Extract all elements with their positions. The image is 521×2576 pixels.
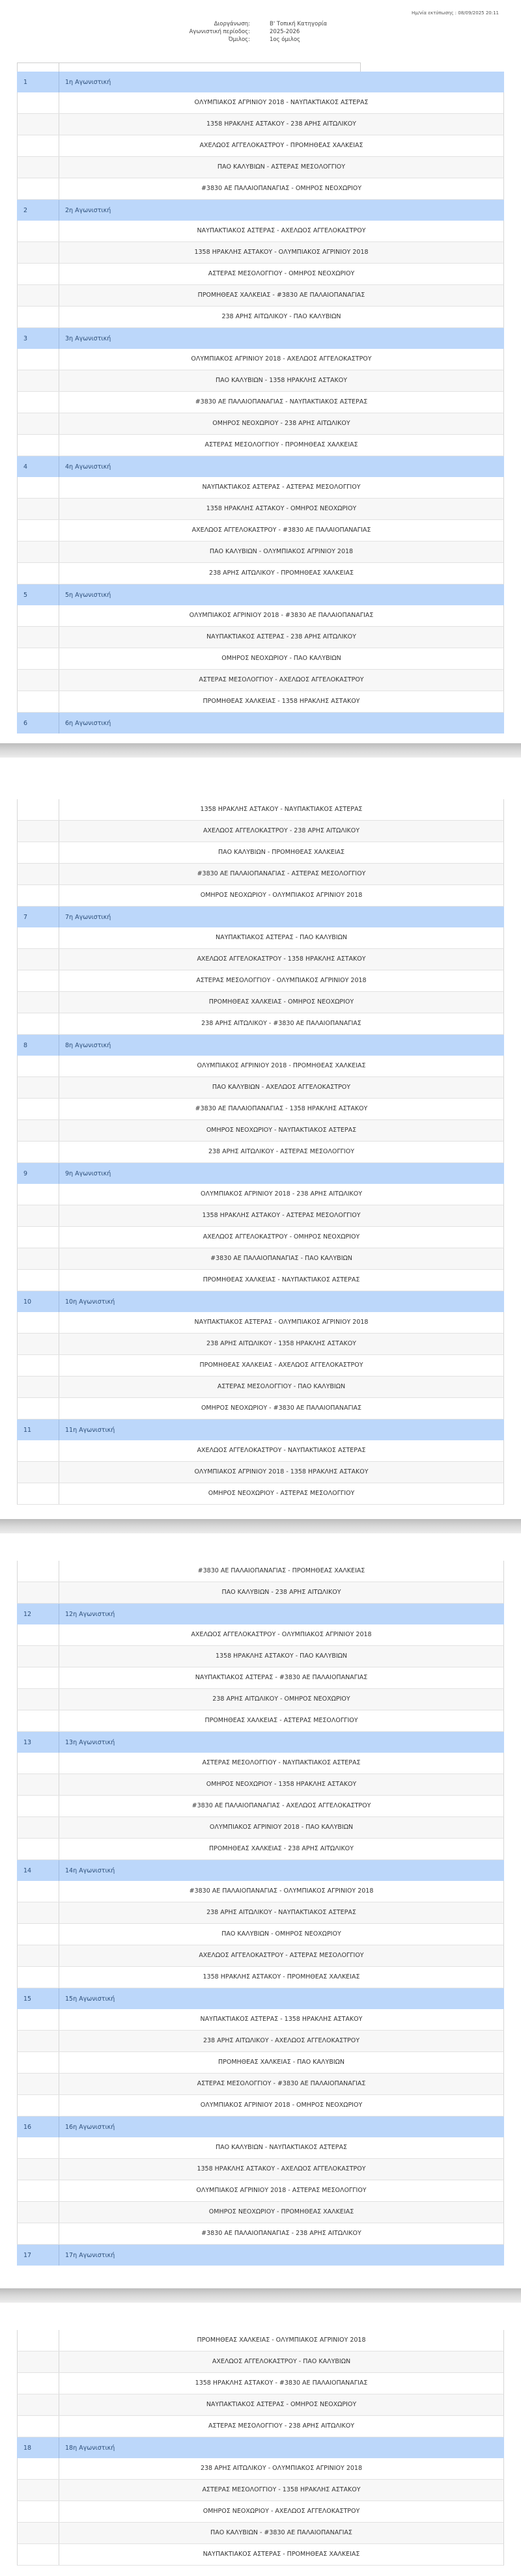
match-row xyxy=(17,1689,504,1710)
match-text: ΑΣΤΕΡΑΣ ΜΕΣΟΛΟΓΓΙΟΥ - #3830 ΑΕ ΠΑΛΑΙΟΠΑΝΑΓΙΑΣ xyxy=(197,2080,366,2087)
round-header-row xyxy=(17,1291,504,1312)
match-row xyxy=(17,1774,504,1796)
match-text: ΑΧΕΛΩΟΣ ΑΓΓΕΛΟΚΑΣΤΡΟΥ - ΝΑΥΠΑΚΤΙΑΚΟΣ ΑΣΤΕΡΑΣ xyxy=(197,1447,366,1454)
round-number: 6 xyxy=(23,720,28,727)
match-row xyxy=(17,1902,504,1924)
match-text: ΑΧΕΛΩΟΣ ΑΓΓΕΛΟΚΑΣΤΡΟΥ - ΠΑΟ ΚΑΛΥΒΙΩΝ xyxy=(212,2358,351,2365)
match-row xyxy=(17,1398,504,1419)
match-text: 1358 ΗΡΑΚΛΗΣ ΑΣΤΑΚΟΥ - ΠΑΟ ΚΑΛΥΒΙΩΝ xyxy=(215,1652,348,1660)
match-text: ΟΜΗΡΟΣ ΝΕΟΧΩΡΙΟΥ - 238 ΑΡΗΣ ΑΙΤΩΛΙΚΟΥ xyxy=(212,420,350,427)
match-text: 238 ΑΡΗΣ ΑΙΤΩΛΙΚΟΥ - ΝΑΥΠΑΚΤΙΑΚΟΣ ΑΣΤΕΡΑΣ xyxy=(206,1909,356,1916)
match-text: 1358 ΗΡΑΚΛΗΣ ΑΣΤΑΚΟΥ - ΟΛΥΜΠΙΑΚΟΣ ΑΓΡΙΝΙΟΥ 2018 xyxy=(194,249,369,256)
match-text: ΝΑΥΠΑΚΤΙΑΚΟΣ ΑΣΤΕΡΑΣ - 238 ΑΡΗΣ ΑΙΤΩΛΙΚΟΥ xyxy=(206,633,356,640)
match-row xyxy=(17,1205,504,1227)
round-number: 13 xyxy=(23,1739,32,1746)
round-number: 9 xyxy=(23,1170,28,1177)
round-header-row xyxy=(17,2117,504,2137)
round-header-row xyxy=(17,200,504,221)
match-text: ΟΛΥΜΠΙΑΚΟΣ ΑΓΡΙΝΙΟΥ 2018 - 1358 ΗΡΑΚΛΗΣ ΑΣΤΑΚΟΥ xyxy=(194,1468,369,1475)
match-text: #3830 ΑΕ ΠΑΛΑΙΟΠΑΝΑΓΙΑΣ - ΑΧΕΛΩΟΣ ΑΓΓΕΛΟΚΑΣΤΡΟΥ xyxy=(191,1802,371,1809)
schedule-table-page-1 xyxy=(17,62,504,733)
match-row xyxy=(17,1440,504,1462)
match-row xyxy=(17,2180,504,2202)
match-row xyxy=(17,1120,504,1142)
match-text: ΑΣΤΕΡΑΣ ΜΕΣΟΛΟΓΓΙΟΥ - ΟΛΥΜΠΙΑΚΟΣ ΑΓΡΙΝΙΟΥ 2018 xyxy=(196,977,367,984)
page-separator xyxy=(0,743,521,758)
match-row xyxy=(17,2416,504,2437)
match-row xyxy=(17,2202,504,2223)
match-text: ΝΑΥΠΑΚΤΙΑΚΟΣ ΑΣΤΕΡΑΣ - ΑΣΤΕΡΑΣ ΜΕΣΟΛΟΓΓΙΟΥ xyxy=(202,484,361,491)
round-label: 12η Αγωνιστική xyxy=(65,1611,115,1618)
match-row xyxy=(17,1967,504,1988)
match-text: 238 ΑΡΗΣ ΑΙΤΩΛΙΚΟΥ - ΟΛΥΜΠΙΑΚΟΣ ΑΓΡΙΝΙΟΥ 2018 xyxy=(200,2465,363,2472)
match-text: ΟΜΗΡΟΣ ΝΕΟΧΩΡΙΟΥ - ΠΡΟΜΗΘΕΑΣ ΧΑΛΚΕΙΑΣ xyxy=(208,2208,354,2215)
match-text: 1358 ΗΡΑΚΛΗΣ ΑΣΤΑΚΟΥ - ΠΡΟΜΗΘΕΑΣ ΧΑΛΚΕΙΑΣ xyxy=(203,1973,360,1980)
match-row xyxy=(17,2480,504,2501)
match-row xyxy=(17,1561,504,1582)
match-row xyxy=(17,413,504,435)
round-header-row xyxy=(17,1419,504,1440)
round-header-row xyxy=(17,907,504,927)
round-number: 17 xyxy=(23,2252,32,2259)
round-label: 18η Αγωνιστική xyxy=(65,2445,115,2452)
match-text: ΑΣΤΕΡΑΣ ΜΕΣΟΛΟΓΓΙΟΥ - 238 ΑΡΗΣ ΑΙΤΩΛΙΚΟΥ xyxy=(208,2422,355,2430)
page-separator xyxy=(0,2288,521,2303)
round-label: 16η Αγωνιστική xyxy=(65,2124,115,2131)
match-text: 1358 ΗΡΑΚΛΗΣ ΑΣΤΑΚΟΥ - ΟΜΗΡΟΣ ΝΕΟΧΩΡΙΟΥ xyxy=(206,505,357,512)
match-row xyxy=(17,2137,504,2159)
round-label: 10η Αγωνιστική xyxy=(65,1298,115,1306)
match-text: 1358 ΗΡΑΚΛΗΣ ΑΣΤΑΚΟΥ - ΑΣΤΕΡΑΣ ΜΕΣΟΛΟΓΓΙΟΥ xyxy=(202,1212,361,1219)
match-text: ΝΑΥΠΑΚΤΙΑΚΟΣ ΑΣΤΕΡΑΣ - ΠΑΟ ΚΑΛΥΒΙΩΝ xyxy=(216,934,347,941)
round-label: 7η Αγωνιστική xyxy=(65,914,111,921)
match-text: 238 ΑΡΗΣ ΑΙΤΩΛΙΚΟΥ - 1358 ΗΡΑΚΛΗΣ ΑΣΤΑΚΟΥ xyxy=(206,1340,356,1347)
match-text: ΟΛΥΜΠΙΑΚΟΣ ΑΓΡΙΝΙΟΥ 2018 - ΟΜΗΡΟΣ ΝΕΟΧΩΡΙΟΥ xyxy=(200,2102,363,2109)
schedule-table-page-4 xyxy=(17,2330,504,2566)
match-row xyxy=(17,1377,504,1398)
match-row xyxy=(17,1013,504,1035)
match-text: ΟΛΥΜΠΙΑΚΟΣ ΑΓΡΙΝΙΟΥ 2018 - ΑΧΕΛΩΟΣ ΑΓΓΕΛΟΚΑΣΤΡΟΥ xyxy=(191,355,372,363)
round-header-row xyxy=(17,2245,504,2266)
match-row xyxy=(17,1099,504,1120)
round-label: 17η Αγωνιστική xyxy=(65,2252,115,2259)
round-label: 1η Αγωνιστική xyxy=(65,79,111,86)
match-text: ΑΣΤΕΡΑΣ ΜΕΣΟΛΟΓΓΙΟΥ - ΠΡΟΜΗΘΕΑΣ ΧΑΛΚΕΙΑΣ xyxy=(204,441,358,448)
match-row xyxy=(17,2052,504,2074)
match-text: #3830 ΑΕ ΠΑΛΑΙΟΠΑΝΑΓΙΑΣ - ΠΡΟΜΗΘΕΑΣ ΧΑΛΚΕΙΑΣ xyxy=(197,1567,365,1574)
match-row xyxy=(17,1945,504,1967)
match-text: ΟΜΗΡΟΣ ΝΕΟΧΩΡΙΟΥ - ΑΣΤΕΡΑΣ ΜΕΣΟΛΟΓΓΙΟΥ xyxy=(208,1490,355,1497)
match-row xyxy=(17,1056,504,1077)
match-row xyxy=(17,135,504,157)
match-text: #3830 ΑΕ ΠΑΛΑΙΟΠΑΝΑΓΙΑΣ - ΝΑΥΠΑΚΤΙΑΚΟΣ ΑΣΤΕΡΑΣ xyxy=(195,398,368,405)
info-row-competition xyxy=(0,21,521,29)
match-row xyxy=(17,2159,504,2180)
match-text: ΠΑΟ ΚΑΛΥΒΙΩΝ - 1358 ΗΡΑΚΛΗΣ ΑΣΤΑΚΟΥ xyxy=(215,377,348,384)
match-text: ΟΜΗΡΟΣ ΝΕΟΧΩΡΙΟΥ - 1358 ΗΡΑΚΛΗΣ ΑΣΤΑΚΟΥ xyxy=(206,1781,357,1788)
match-row xyxy=(17,1624,504,1646)
round-label: 9η Αγωνιστική xyxy=(65,1170,111,1177)
match-text: ΠΑΟ ΚΑΛΥΒΙΩΝ - ΠΡΟΜΗΘΕΑΣ ΧΑΛΚΕΙΑΣ xyxy=(218,849,345,856)
round-label: 8η Αγωνιστική xyxy=(65,1042,111,1049)
match-row xyxy=(17,864,504,885)
match-text: ΠΑΟ ΚΑΛΥΒΙΩΝ - ΝΑΥΠΑΚΤΙΑΚΟΣ ΑΣΤΕΡΑΣ xyxy=(216,2144,347,2151)
match-text: ΑΣΤΕΡΑΣ ΜΕΣΟΛΟΓΓΙΟΥ - ΝΑΥΠΑΚΤΙΑΚΟΣ ΑΣΤΕΡΑΣ xyxy=(202,1759,361,1766)
match-text: 1358 ΗΡΑΚΛΗΣ ΑΣΤΑΚΟΥ - 238 ΑΡΗΣ ΑΙΤΩΛΙΚΟΥ xyxy=(206,120,356,128)
round-header-row xyxy=(17,1163,504,1184)
round-number: 3 xyxy=(23,335,28,342)
match-row xyxy=(17,1270,504,1291)
round-number: 11 xyxy=(23,1427,32,1434)
match-text: 1358 ΗΡΑΚΛΗΣ ΑΣΤΑΚΟΥ - ΝΑΥΠΑΚΤΙΑΚΟΣ ΑΣΤΕΡΑΣ xyxy=(200,806,363,813)
info-row-season xyxy=(0,29,521,36)
match-text: ΟΜΗΡΟΣ ΝΕΟΧΩΡΙΟΥ - ΑΧΕΛΩΟΣ ΑΓΓΕΛΟΚΑΣΤΡΟΥ xyxy=(203,2508,360,2515)
info-key: Αγωνιστική περίοδος: xyxy=(189,29,250,35)
round-label: 15η Αγωνιστική xyxy=(65,1995,115,2003)
match-row xyxy=(17,2330,504,2351)
match-text: 1358 ΗΡΑΚΛΗΣ ΑΣΤΑΚΟΥ - #3830 ΑΕ ΠΑΛΑΙΟΠΑΝΑΓΙΑΣ xyxy=(195,2379,368,2387)
match-text: #3830 ΑΕ ΠΑΛΑΙΟΠΑΝΑΓΙΑΣ - ΑΣΤΕΡΑΣ ΜΕΣΟΛΟΓΓΙΟΥ xyxy=(197,870,366,877)
competition-info xyxy=(0,21,521,44)
match-row xyxy=(17,2074,504,2095)
match-text: 238 ΑΡΗΣ ΑΙΤΩΛΙΚΟΥ - #3830 ΑΕ ΠΑΛΑΙΟΠΑΝΑΓΙΑΣ xyxy=(201,1020,361,1027)
match-row xyxy=(17,1667,504,1689)
round-number: 15 xyxy=(23,1995,32,2003)
match-text: ΝΑΥΠΑΚΤΙΑΚΟΣ ΑΣΤΕΡΑΣ - #3830 ΑΕ ΠΑΛΑΙΟΠΑΝΑΓΙΑΣ xyxy=(195,1674,368,1681)
match-text: ΟΜΗΡΟΣ ΝΕΟΧΩΡΙΟΥ - ΝΑΥΠΑΚΤΙΑΚΟΣ ΑΣΤΕΡΑΣ xyxy=(206,1127,357,1134)
match-row xyxy=(17,1355,504,1377)
match-row xyxy=(17,1334,504,1355)
round-number: 5 xyxy=(23,592,28,599)
match-text: ΟΛΥΜΠΙΑΚΟΣ ΑΓΡΙΝΙΟΥ 2018 - ΠΑΟ ΚΑΛΥΒΙΩΝ xyxy=(209,1824,354,1831)
page-separator xyxy=(0,1519,521,1533)
match-text: ΠΑΟ ΚΑΛΥΒΙΩΝ - 238 ΑΡΗΣ ΑΙΤΩΛΙΚΟΥ xyxy=(221,1589,341,1596)
match-text: ΠΡΟΜΗΘΕΑΣ ΧΑΛΚΕΙΑΣ - #3830 ΑΕ ΠΑΛΑΙΟΠΑΝΑΓΙΑΣ xyxy=(197,292,365,299)
match-row xyxy=(17,1817,504,1839)
info-value: Β' Τοπική Κατηγορία xyxy=(270,21,328,27)
round-number: 16 xyxy=(23,2124,32,2131)
match-row xyxy=(17,1462,504,1483)
match-row xyxy=(17,1924,504,1945)
match-row xyxy=(17,799,504,821)
match-row xyxy=(17,648,504,670)
match-text: ΠΑΟ ΚΑΛΥΒΙΩΝ - ΑΧΕΛΩΟΣ ΑΓΓΕΛΟΚΑΣΤΡΟΥ xyxy=(212,1084,351,1091)
match-text: #3830 ΑΕ ΠΑΛΑΙΟΠΑΝΑΓΙΑΣ - ΟΜΗΡΟΣ ΝΕΟΧΩΡΙΟΥ xyxy=(201,185,362,192)
match-row xyxy=(17,2095,504,2117)
match-text: ΑΣΤΕΡΑΣ ΜΕΣΟΛΟΓΓΙΟΥ - ΟΜΗΡΟΣ ΝΕΟΧΩΡΙΟΥ xyxy=(208,270,355,277)
match-row xyxy=(17,435,504,456)
round-number: 1 xyxy=(23,79,28,86)
match-row xyxy=(17,885,504,907)
round-label: 2η Αγωνιστική xyxy=(65,207,111,214)
match-text: 238 ΑΡΗΣ ΑΙΤΩΛΙΚΟΥ - ΑΧΕΛΩΟΣ ΑΓΓΕΛΟΚΑΣΤΡΟΥ xyxy=(203,2037,360,2044)
match-row xyxy=(17,264,504,285)
match-text: ΠΡΟΜΗΘΕΑΣ ΧΑΛΚΕΙΑΣ - ΑΧΕΛΩΟΣ ΑΓΓΕΛΟΚΑΣΤΡΟΥ xyxy=(199,1362,363,1369)
match-text: ΝΑΥΠΑΚΤΙΑΚΟΣ ΑΣΤΕΡΑΣ - 1358 ΗΡΑΚΛΗΣ ΑΣΤΑΚΟΥ xyxy=(200,2016,363,2023)
match-row xyxy=(17,1227,504,1248)
match-text: ΑΣΤΕΡΑΣ ΜΕΣΟΛΟΓΓΙΟΥ - 1358 ΗΡΑΚΛΗΣ ΑΣΤΑΚΟΥ xyxy=(202,2486,361,2493)
match-row xyxy=(17,605,504,627)
round-header-row xyxy=(17,713,504,733)
print-date: Ημ/νία εκτύπωσης : 08/09/2025 20:11 xyxy=(412,10,499,16)
round-number: 7 xyxy=(23,914,28,921)
match-text: ΑΧΕΛΩΟΣ ΑΓΓΕΛΟΚΑΣΤΡΟΥ - 238 ΑΡΗΣ ΑΙΤΩΛΙΚΟΥ xyxy=(203,827,360,834)
match-text: #3830 ΑΕ ΠΑΛΑΙΟΠΑΝΑΓΙΑΣ - 238 ΑΡΗΣ ΑΙΤΩΛΙΚΟΥ xyxy=(201,2230,361,2237)
match-text: ΠΡΟΜΗΘΕΑΣ ΧΑΛΚΕΙΑΣ - ΠΑΟ ΚΑΛΥΒΙΩΝ xyxy=(218,2059,345,2066)
info-row-group xyxy=(0,36,521,44)
round-label: 11η Αγωνιστική xyxy=(65,1427,115,1434)
match-row xyxy=(17,1710,504,1732)
match-row xyxy=(17,1753,504,1774)
match-row xyxy=(17,927,504,949)
match-text: ΑΧΕΛΩΟΣ ΑΓΓΕΛΟΚΑΣΤΡΟΥ - ΟΜΗΡΟΣ ΝΕΟΧΩΡΙΟΥ xyxy=(203,1233,360,1240)
match-row xyxy=(17,2501,504,2523)
match-row xyxy=(17,1184,504,1205)
info-value: 1ος όμιλος xyxy=(270,36,301,43)
match-row xyxy=(17,114,504,135)
match-text: ΠΡΟΜΗΘΕΑΣ ΧΑΛΚΕΙΑΣ - 238 ΑΡΗΣ ΑΙΤΩΛΙΚΟΥ xyxy=(209,1845,354,1852)
round-label: 14η Αγωνιστική xyxy=(65,1867,115,1874)
match-text: ΟΜΗΡΟΣ ΝΕΟΧΩΡΙΟΥ - #3830 ΑΕ ΠΑΛΑΙΟΠΑΝΑΓΙΑΣ xyxy=(201,1404,362,1412)
match-row xyxy=(17,670,504,691)
round-header-row xyxy=(17,72,504,92)
match-row xyxy=(17,2009,504,2031)
match-row xyxy=(17,1142,504,1163)
match-row xyxy=(17,2458,504,2480)
match-row xyxy=(17,949,504,970)
match-row xyxy=(17,1483,504,1505)
match-text: 238 ΑΡΗΣ ΑΙΤΩΛΙΚΟΥ - ΟΜΗΡΟΣ ΝΕΟΧΩΡΙΟΥ xyxy=(212,1695,350,1703)
match-row xyxy=(17,178,504,200)
match-row xyxy=(17,821,504,842)
match-row xyxy=(17,1646,504,1667)
match-text: ΟΜΗΡΟΣ ΝΕΟΧΩΡΙΟΥ - ΟΛΥΜΠΙΑΚΟΣ ΑΓΡΙΝΙΟΥ 2018 xyxy=(200,892,363,899)
match-text: ΑΣΤΕΡΑΣ ΜΕΣΟΛΟΓΓΙΟΥ - ΑΧΕΛΩΟΣ ΑΓΓΕΛΟΚΑΣΤΡΟΥ xyxy=(199,676,364,683)
match-row xyxy=(17,92,504,114)
match-text: ΟΛΥΜΠΙΑΚΟΣ ΑΓΡΙΝΙΟΥ 2018 - 238 ΑΡΗΣ ΑΙΤΩΛΙΚΟΥ xyxy=(200,1190,363,1198)
schedule-table-page-3 xyxy=(17,1561,504,2266)
match-row xyxy=(17,520,504,541)
match-text: ΑΣΤΕΡΑΣ ΜΕΣΟΛΟΓΓΙΟΥ - ΠΑΟ ΚΑΛΥΒΙΩΝ xyxy=(217,1383,346,1390)
info-key: Όμιλος: xyxy=(228,36,250,43)
match-text: ΠΡΟΜΗΘΕΑΣ ΧΑΛΚΕΙΑΣ - ΑΣΤΕΡΑΣ ΜΕΣΟΛΟΓΓΙΟΥ xyxy=(204,1717,358,1724)
round-header-row xyxy=(17,1035,504,1056)
match-text: ΑΧΕΛΩΟΣ ΑΓΓΕΛΟΚΑΣΤΡΟΥ - ΑΣΤΕΡΑΣ ΜΕΣΟΛΟΓΓΙΟΥ xyxy=(199,1952,364,1959)
round-header-row xyxy=(17,456,504,477)
match-row xyxy=(17,477,504,499)
round-label: 5η Αγωνιστική xyxy=(65,592,111,599)
match-row xyxy=(17,563,504,584)
match-row xyxy=(17,2031,504,2052)
match-row xyxy=(17,392,504,413)
match-row xyxy=(17,1077,504,1099)
round-label: 6η Αγωνιστική xyxy=(65,720,111,727)
round-header-row xyxy=(17,328,504,349)
match-row xyxy=(17,992,504,1013)
match-text: ΑΧΕΛΩΟΣ ΑΓΓΕΛΟΚΑΣΤΡΟΥ - ΟΛΥΜΠΙΑΚΟΣ ΑΓΡΙΝΙΟΥ 2018 xyxy=(191,1631,372,1638)
round-number: 2 xyxy=(23,207,28,214)
match-text: ΠΡΟΜΗΘΕΑΣ ΧΑΛΚΕΙΑΣ - 1358 ΗΡΑΚΛΗΣ ΑΣΤΑΚΟΥ xyxy=(203,698,360,705)
round-header-row xyxy=(17,1604,504,1624)
match-row xyxy=(17,970,504,992)
match-text: #3830 ΑΕ ΠΑΛΑΙΟΠΑΝΑΓΙΑΣ - ΠΑΟ ΚΑΛΥΒΙΩΝ xyxy=(210,1255,352,1262)
match-text: ΝΑΥΠΑΚΤΙΑΚΟΣ ΑΣΤΕΡΑΣ - ΟΛΥΜΠΙΑΚΟΣ ΑΓΡΙΝΙΟΥ 2018 xyxy=(194,1319,369,1326)
schedule-table-page-2 xyxy=(17,799,504,1505)
match-row xyxy=(17,2523,504,2544)
round-label: 13η Αγωνιστική xyxy=(65,1739,115,1746)
match-row xyxy=(17,307,504,328)
match-text: 1358 ΗΡΑΚΛΗΣ ΑΣΤΑΚΟΥ - ΑΧΕΛΩΟΣ ΑΓΓΕΛΟΚΑΣΤΡΟΥ xyxy=(197,2165,366,2172)
match-text: ΝΑΥΠΑΚΤΙΑΚΟΣ ΑΣΤΕΡΑΣ - ΟΜΗΡΟΣ ΝΕΟΧΩΡΙΟΥ xyxy=(206,2401,357,2408)
match-text: ΝΑΥΠΑΚΤΙΑΚΟΣ ΑΣΤΕΡΑΣ - ΠΡΟΜΗΘΕΑΣ ΧΑΛΚΕΙΑΣ xyxy=(203,2551,360,2558)
round-number: 18 xyxy=(23,2445,32,2452)
round-label: 3η Αγωνιστική xyxy=(65,335,111,342)
match-text: ΠΑΟ ΚΑΛΥΒΙΩΝ - ΑΣΤΕΡΑΣ ΜΕΣΟΛΟΓΓΙΟΥ xyxy=(217,163,346,171)
round-header-row xyxy=(17,584,504,605)
match-row xyxy=(17,541,504,563)
match-row xyxy=(17,2373,504,2394)
match-text: 238 ΑΡΗΣ ΑΙΤΩΛΙΚΟΥ - ΠΑΟ ΚΑΛΥΒΙΩΝ xyxy=(221,313,341,320)
match-row xyxy=(17,1312,504,1334)
match-row xyxy=(17,842,504,864)
info-value: 2025-2026 xyxy=(270,29,300,35)
match-row xyxy=(17,499,504,520)
match-text: ΑΧΕΛΩΟΣ ΑΓΓΕΛΟΚΑΣΤΡΟΥ - 1358 ΗΡΑΚΛΗΣ ΑΣΤΑΚΟΥ xyxy=(197,955,366,963)
match-row xyxy=(17,691,504,713)
match-text: ΝΑΥΠΑΚΤΙΑΚΟΣ ΑΣΤΕΡΑΣ - ΑΧΕΛΩΟΣ ΑΓΓΕΛΟΚΑΣΤΡΟΥ xyxy=(197,227,366,234)
round-label: 4η Αγωνιστική xyxy=(65,463,111,471)
round-number: 8 xyxy=(23,1042,28,1049)
round-number: 14 xyxy=(23,1867,32,1874)
match-row xyxy=(17,157,504,178)
match-row xyxy=(17,1881,504,1902)
round-number: 12 xyxy=(23,1611,32,1618)
match-text: ΟΜΗΡΟΣ ΝΕΟΧΩΡΙΟΥ - ΠΑΟ ΚΑΛΥΒΙΩΝ xyxy=(221,655,341,662)
match-text: ΠΡΟΜΗΘΕΑΣ ΧΑΛΚΕΙΑΣ - ΟΜΗΡΟΣ ΝΕΟΧΩΡΙΟΥ xyxy=(208,998,354,1006)
match-row xyxy=(17,1796,504,1817)
match-text: ΟΛΥΜΠΙΑΚΟΣ ΑΓΡΙΝΙΟΥ 2018 - ΝΑΥΠΑΚΤΙΑΚΟΣ ΑΣΤΕΡΑΣ xyxy=(194,99,369,106)
match-text: 238 ΑΡΗΣ ΑΙΤΩΛΙΚΟΥ - ΠΡΟΜΗΘΕΑΣ ΧΑΛΚΕΙΑΣ xyxy=(209,569,354,577)
round-header-row xyxy=(17,1860,504,1881)
match-text: ΑΧΕΛΩΟΣ ΑΓΓΕΛΟΚΑΣΤΡΟΥ - #3830 ΑΕ ΠΑΛΑΙΟΠΑΝΑΓΙΑΣ xyxy=(191,527,371,534)
match-text: ΟΛΥΜΠΙΑΚΟΣ ΑΓΡΙΝΙΟΥ 2018 - ΠΡΟΜΗΘΕΑΣ ΧΑΛΚΕΙΑΣ xyxy=(197,1062,366,1069)
table-header-line xyxy=(17,62,504,72)
match-row xyxy=(17,221,504,242)
match-text: ΠΡΟΜΗΘΕΑΣ ΧΑΛΚΕΙΑΣ - ΝΑΥΠΑΚΤΙΑΚΟΣ ΑΣΤΕΡΑΣ xyxy=(203,1276,360,1283)
match-text: ΠΑΟ ΚΑΛΥΒΙΩΝ - ΟΜΗΡΟΣ ΝΕΟΧΩΡΙΟΥ xyxy=(221,1930,341,1938)
match-text: ΠΑΟ ΚΑΛΥΒΙΩΝ - ΟΛΥΜΠΙΑΚΟΣ ΑΓΡΙΝΙΟΥ 2018 xyxy=(209,548,354,555)
match-row xyxy=(17,627,504,648)
info-key: Διοργάνωση: xyxy=(214,21,250,27)
match-row xyxy=(17,2223,504,2245)
match-text: ΟΛΥΜΠΙΑΚΟΣ ΑΓΡΙΝΙΟΥ 2018 - ΑΣΤΕΡΑΣ ΜΕΣΟΛΟΓΓΙΟΥ xyxy=(196,2187,367,2194)
match-row xyxy=(17,1839,504,1860)
match-row xyxy=(17,2544,504,2566)
match-row xyxy=(17,370,504,392)
match-text: ΠΑΟ ΚΑΛΥΒΙΩΝ - #3830 ΑΕ ΠΑΛΑΙΟΠΑΝΑΓΙΑΣ xyxy=(210,2529,352,2536)
round-header-row xyxy=(17,1732,504,1753)
match-row xyxy=(17,1248,504,1270)
match-row xyxy=(17,285,504,307)
round-header-row xyxy=(17,2437,504,2458)
match-text: ΟΛΥΜΠΙΑΚΟΣ ΑΓΡΙΝΙΟΥ 2018 - #3830 ΑΕ ΠΑΛΑΙΟΠΑΝΑΓΙΑΣ xyxy=(189,612,374,619)
match-text: ΠΡΟΜΗΘΕΑΣ ΧΑΛΚΕΙΑΣ - ΟΛΥΜΠΙΑΚΟΣ ΑΓΡΙΝΙΟΥ 2018 xyxy=(197,2336,366,2344)
match-row xyxy=(17,242,504,264)
match-text: #3830 ΑΕ ΠΑΛΑΙΟΠΑΝΑΓΙΑΣ - 1358 ΗΡΑΚΛΗΣ ΑΣΤΑΚΟΥ xyxy=(195,1105,368,1112)
match-row xyxy=(17,1582,504,1604)
match-row xyxy=(17,2394,504,2416)
match-row xyxy=(17,2351,504,2373)
round-number: 4 xyxy=(23,463,28,471)
match-text: ΑΧΕΛΩΟΣ ΑΓΓΕΛΟΚΑΣΤΡΟΥ - ΠΡΟΜΗΘΕΑΣ ΧΑΛΚΕΙΑΣ xyxy=(199,142,363,149)
round-header-row xyxy=(17,1988,504,2009)
match-text: #3830 ΑΕ ΠΑΛΑΙΟΠΑΝΑΓΙΑΣ - ΟΛΥΜΠΙΑΚΟΣ ΑΓΡΙΝΙΟΥ 2018 xyxy=(189,1887,374,1895)
match-row xyxy=(17,349,504,370)
round-number: 10 xyxy=(23,1298,32,1306)
match-text: 238 ΑΡΗΣ ΑΙΤΩΛΙΚΟΥ - ΑΣΤΕΡΑΣ ΜΕΣΟΛΟΓΓΙΟΥ xyxy=(208,1148,355,1155)
